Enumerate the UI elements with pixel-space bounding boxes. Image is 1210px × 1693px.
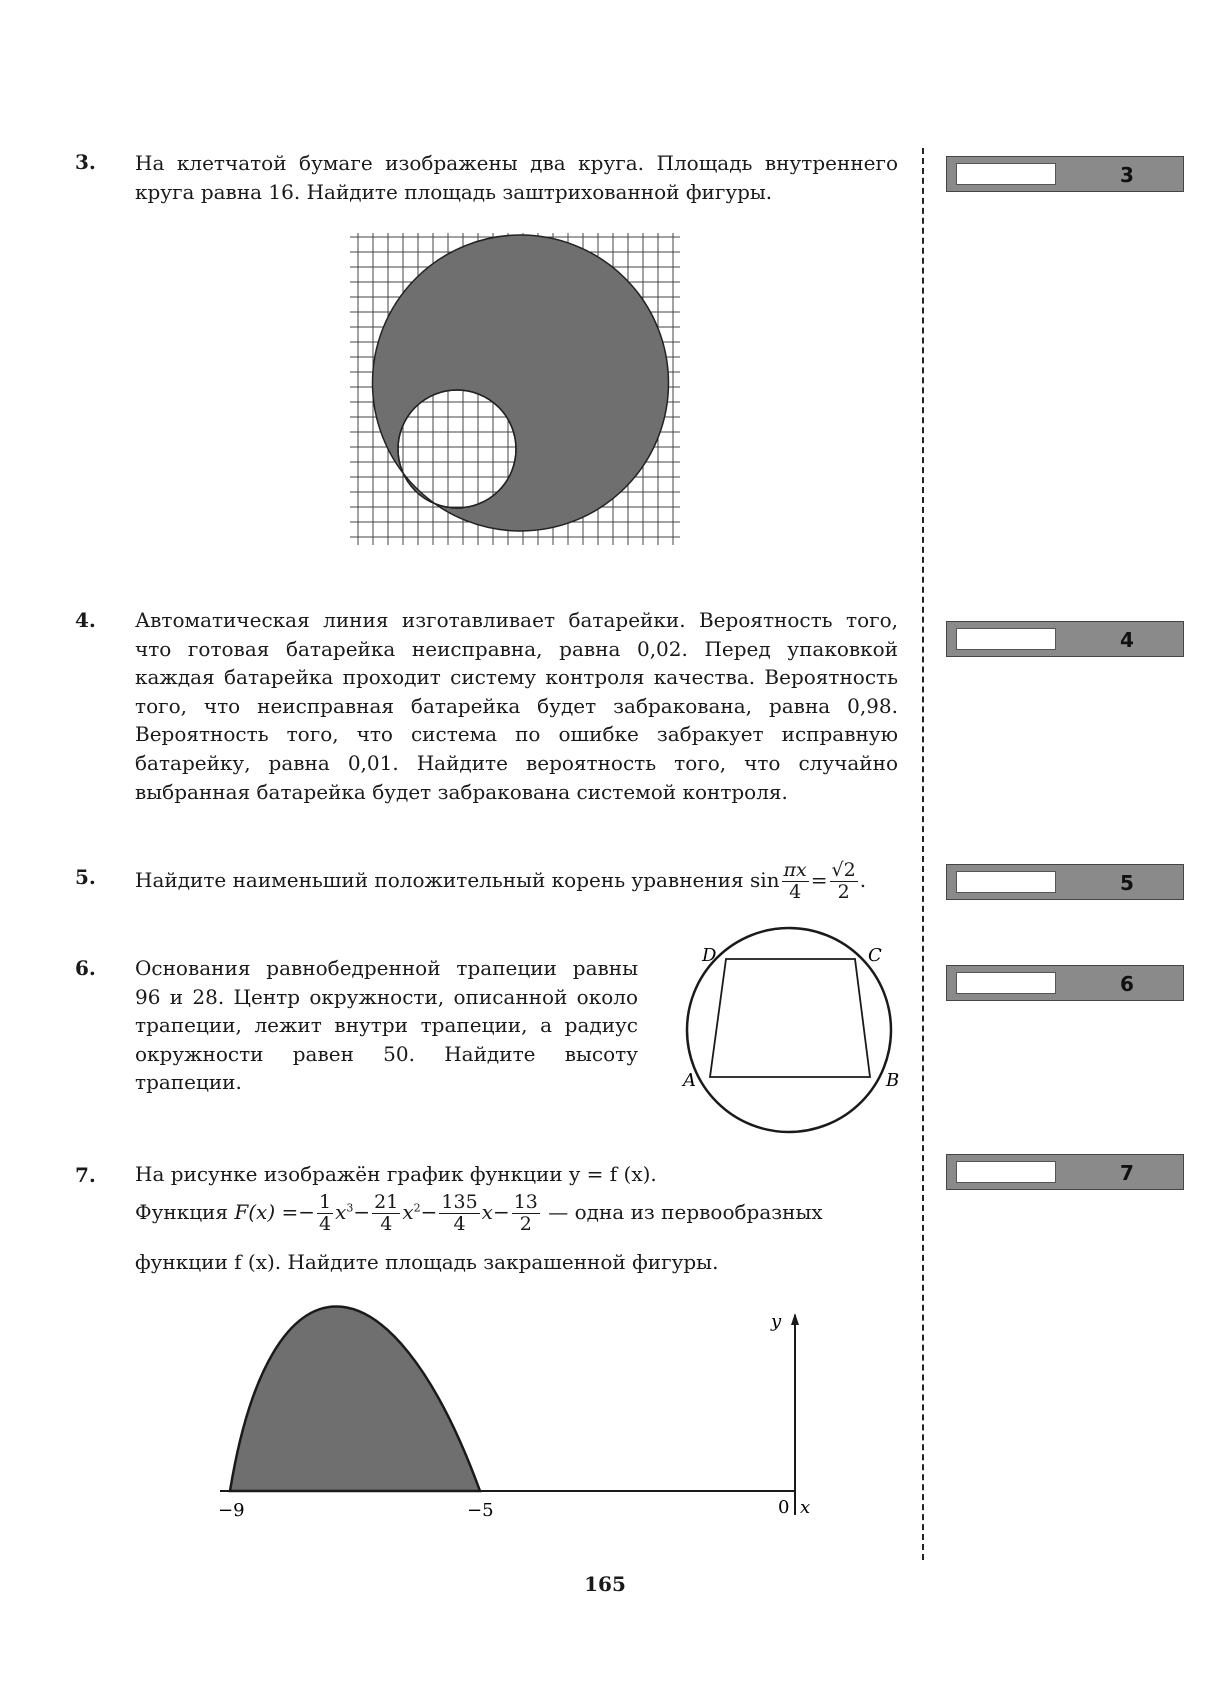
answer-field-3[interactable] (956, 163, 1056, 185)
eq-sin: sin (750, 868, 780, 892)
problem-3-text: На клетчатой бумаге изображены два круга. Площадь внутреннего круга равна 16. Найдите площадь заштрихованной фигуры. (135, 151, 898, 204)
answer-box-3[interactable] (946, 156, 1184, 192)
problem-3-figure (350, 225, 685, 550)
F-lhs: F(x) = (234, 1200, 299, 1224)
eq-equals: = (810, 868, 828, 892)
answer-box-6[interactable] (946, 965, 1184, 1001)
problem-7-line3: функции f (x). Найдите площадь закрашенной фигуры. (135, 1250, 719, 1274)
problem-6-figure (675, 918, 905, 1138)
shaded-ring-region (373, 235, 669, 531)
label-B: B (886, 1070, 900, 1091)
problem-4-number: 4. (75, 608, 96, 632)
trapezoid (710, 959, 870, 1077)
eq-frac-right: $\frac{√2}{2}$ (831, 859, 856, 903)
x-label: x (800, 1497, 811, 1518)
page-number: 165 (584, 1572, 626, 1596)
answer-box-5[interactable] (946, 864, 1184, 900)
eq-frac-left: $\frac{\pi x}{4}$ (783, 859, 807, 903)
tick-label-minus-9: −9 (218, 1500, 245, 1521)
problem-3-number: 3. (75, 150, 96, 174)
answer-label-3: 3 (1120, 163, 1134, 187)
shaded-area (230, 1307, 480, 1492)
answer-field-5[interactable] (956, 871, 1056, 893)
answer-field-6[interactable] (956, 972, 1056, 994)
problem-7-graph (200, 1295, 840, 1530)
y-axis-arrow (791, 1313, 799, 1325)
label-A: A (683, 1070, 696, 1091)
answer-label-6: 6 (1120, 972, 1134, 996)
margin-dashed-line (922, 148, 924, 1560)
answer-field-7[interactable] (956, 1161, 1056, 1183)
problem-5-number: 5. (75, 865, 96, 889)
answer-field-4[interactable] (956, 628, 1056, 650)
answer-label-4: 4 (1120, 628, 1134, 652)
inner-circle (398, 390, 516, 508)
label-D: D (702, 945, 717, 966)
label-C: C (868, 945, 882, 966)
answer-label-5: 5 (1120, 871, 1134, 895)
problem-6-text: Основания равнобедренной трапеции равны 96 и 28. Центр окружности, описанной около трапеции, лежит внутри трапеции, а радиус окружности равен 50. Найдите высоту трапеции. (135, 956, 638, 1095)
problem-7-number: 7. (75, 1163, 96, 1187)
tick-label-minus-5: −5 (467, 1500, 494, 1521)
origin-label: 0 (778, 1497, 790, 1518)
y-label: y (771, 1311, 782, 1332)
answer-label-7: 7 (1120, 1161, 1134, 1185)
answer-box-4[interactable] (946, 621, 1184, 657)
problem-7-line2: Функция F(x) =− $\frac{1}{4}$ $x^3-$ $\frac{21}{4}$ $x^2-$ $\frac{135}{4}$ x− $\frac{13}{2}$ — одна из первообразных (135, 1191, 823, 1235)
problem-6-number: 6. (75, 956, 96, 980)
answer-box-7[interactable] (946, 1154, 1184, 1190)
problem-5-line: Найдите наименьший положительный корень уравнения sin $\frac{\pi x}{4}$ = $\frac{√2}{2}$ . (135, 859, 867, 903)
problem-5-text: Найдите наименьший положительный корень уравнения (135, 868, 744, 892)
problem-7-line1: На рисунке изображён график функции y = f (x). (135, 1162, 657, 1186)
problem-4-text: Автоматическая линия изготавливает батарейки. Вероятность того, что готовая батарейка неисправна, равна 0,02. Перед упаковкой каждая батарейка проходит систему контроля качества. Вероятность того, что неисправная батарейка будет забракована, равна 0,98. Вероятность того, что система по ошибке забракует исправную батарейку, равна 0,01. Найдите вероятность того, что случайно выбранная батарейка будет забракована системой контроля. (135, 608, 898, 804)
